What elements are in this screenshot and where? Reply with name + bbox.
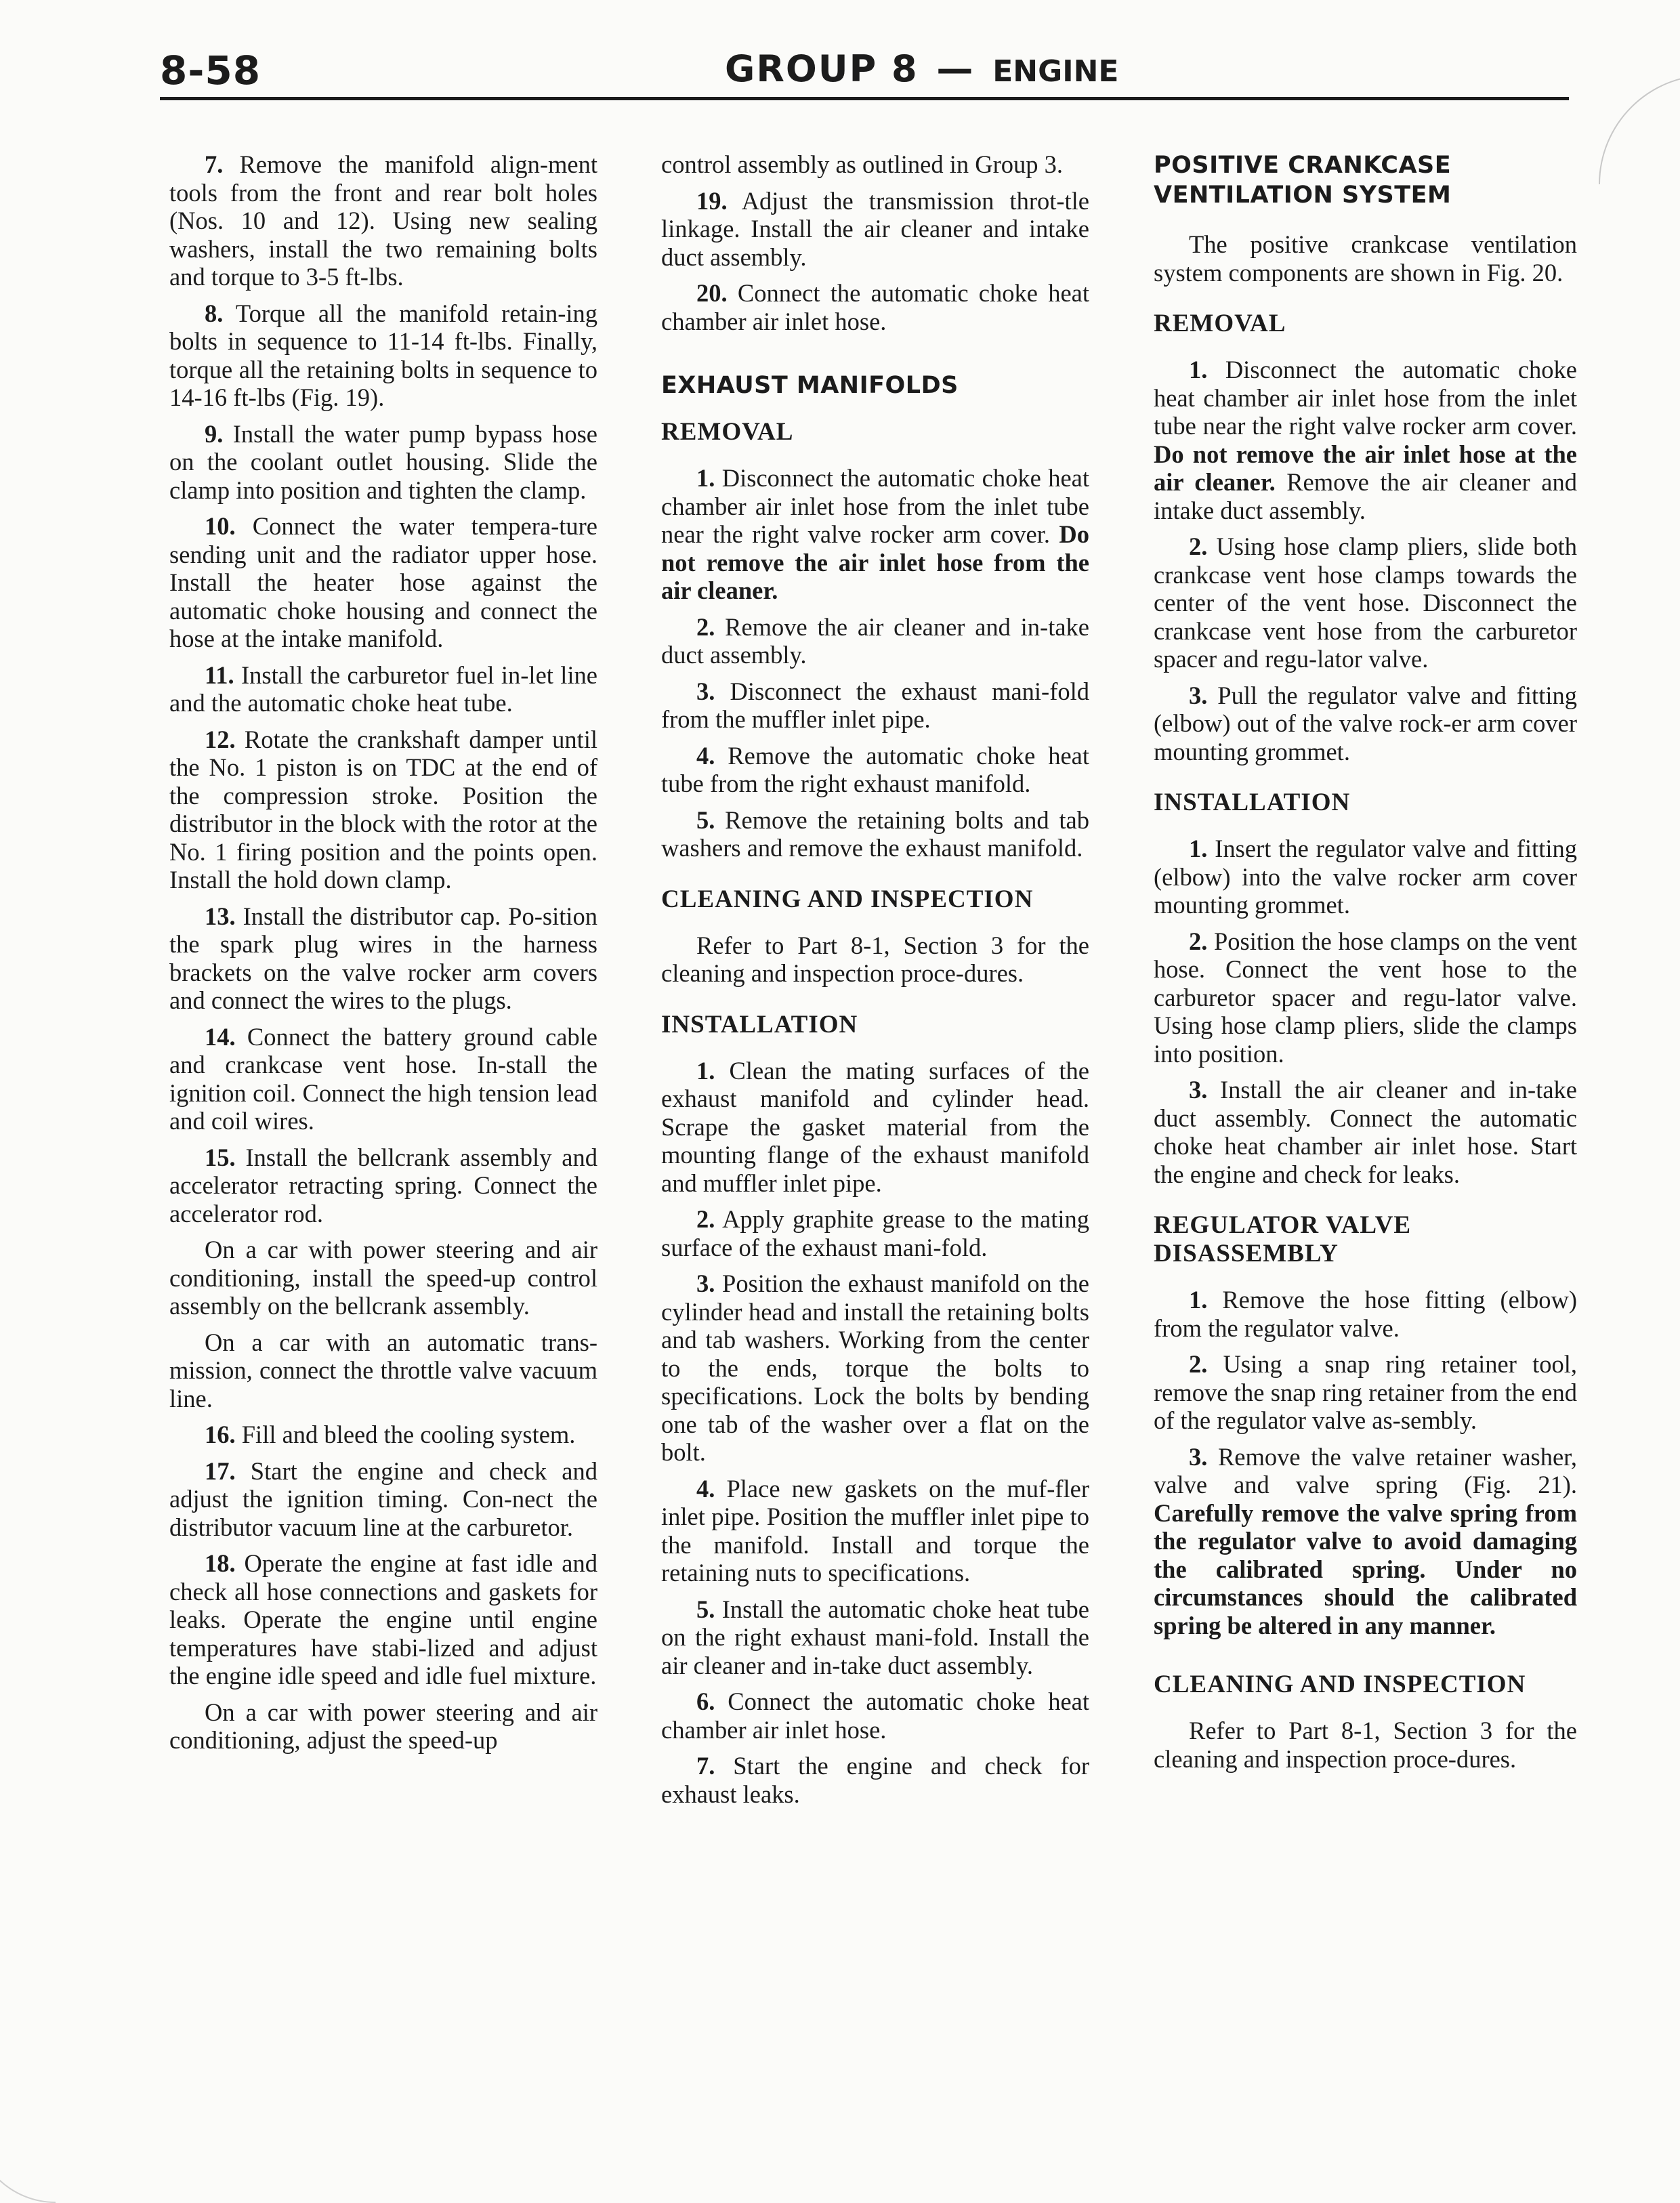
pcv-removal-step-1: 1. Disconnect the automatic choke heat chamber air inlet hose from the inlet tube near the right valve rocker arm cover. Do not remove the air inlet hose at the air cleaner. Remove the air cleaner and intake duct assembly. (1154, 356, 1577, 524)
exhaust-install-step-4: 4. Place new gaskets on the muf-fler inlet pipe. Position the muffler inlet pipe to the manifold. Install and torque the retaining nuts to specifications. (661, 1474, 1089, 1587)
exhaust-removal-step-4: 4. Remove the automatic choke heat tube from the right exhaust manifold. (661, 741, 1089, 797)
running-head (725, 47, 1118, 90)
heading-pcv-installation: INSTALLATION (1154, 789, 1351, 816)
step-12: 12. Rotate the crankshaft damper until the No. 1 piston is on TDC at the end of the compression stroke. Position the distributor in the block with the rotor at the No. 1 firing position and the points open. Install the hold down clamp. (169, 725, 597, 894)
continued-text: control assembly as outlined in Group 3. (661, 150, 1064, 178)
pcv-intro-text: The positive crankcase ventilation system components are shown in Fig. 20. (1154, 230, 1577, 287)
step-13: 13. Install the distributor cap. Po-sition the spark plug wires in the harness brackets on the valve rocker arm covers and connect the wires to the plugs. (169, 902, 597, 1014)
group-title: GROUP 8 (725, 47, 919, 90)
exhaust-install-step-7: 7. Start the engine and check for exhaust leaks. (661, 1752, 1089, 1808)
step-9: 9. Install the water pump bypass hose on the coolant outlet housing. Slide the clamp into position and tighten the clamp. (169, 419, 597, 504)
exhaust-install-step-1: 1. Clean the mating surfaces of the exhaust manifold and cylinder head. Scrape the gasket material from the mounting flange of the exhaust manifold and muffler inlet pipe. (661, 1056, 1089, 1197)
note-speed-up: On a car with power steering and air conditioning, adjust the speed-up (169, 1698, 597, 1754)
column-2 (661, 150, 1089, 1816)
heading-regulator-cleaning-inspection: CLEANING AND INSPECTION (1154, 1671, 1526, 1698)
regulator-step-1: 1. Remove the hose fitting (elbow) from the regulator valve. (1154, 1286, 1577, 1342)
cleaning-text: Refer to Part 8-1, Section 3 for the cleaning and inspection proce-dures. (661, 931, 1089, 987)
step-7: 7. Remove the manifold align-ment tools from the front and rear bolt holes (Nos. 10 and 12). Using new sealing washers, install the two remaining bolts and torque to 3-5 ft-lbs. (169, 150, 597, 291)
heading-installation: INSTALLATION (661, 1010, 858, 1038)
regulator-cleaning-text: Refer to Part 8-1, Section 3 for the cleaning and inspection proce-dures. (1154, 1717, 1577, 1773)
exhaust-removal-step-1: 1. Disconnect the automatic choke heat chamber air inlet hose from the inlet tube near the right valve rocker arm cover. Do not remove the air inlet hose from the air cleaner. (661, 464, 1089, 604)
note-power-steering: On a car with power steering and air conditioning, install the speed-up control assembly on the bellcrank assembly. (169, 1236, 597, 1320)
title-separator: — (936, 47, 975, 90)
exhaust-removal-step-5: 5. Remove the retaining bolts and tab washers and remove the exhaust manifold. (661, 805, 1089, 862)
pcv-install-step-2: 2. Position the hose clamps on the vent hose. Connect the vent hose to the carburetor spacer and regu-lator valve. Using hose clamp pliers, slide the clamps into position. (1154, 927, 1577, 1068)
exhaust-removal-step-3: 3. Disconnect the exhaust mani-fold from the muffler inlet pipe. (661, 677, 1089, 733)
exhaust-install-step-3: 3. Position the exhaust manifold on the cylinder head and install the retaining bolts and tab washers. Working from the center to the ends, torque the bolts to specifications. Lock the bolts by bending one tab of the washer over a flat on the bolt. (661, 1270, 1089, 1466)
page-corner-mark (1599, 75, 1680, 184)
step-20: 20. Connect the automatic choke heat chamber air inlet hose. (661, 279, 1089, 335)
regulator-step-3: 3. Remove the valve retainer washer, valve and valve spring (Fig. 21). Carefully remove the valve spring from the regulator valve to avoid damaging the calibrated spring. Under no circumstances should the calibrated spring be altered in any manner. (1154, 1442, 1577, 1639)
pcv-install-step-1: 1. Insert the regulator valve and fitting (elbow) into the valve rocker arm cover mounting grommet. (1154, 835, 1577, 919)
step-8: 8. Torque all the manifold retain-ing bolts in sequence to 11-14 ft-lbs. Finally, torque all the retaining bolts in sequence to 14-16 ft-lbs (Fig. 19). (169, 299, 597, 411)
pcv-removal-step-3: 3. Pull the regulator valve and fitting (elbow) out of the valve rock-er arm cover mounting grommet. (1154, 681, 1577, 765)
exhaust-install-step-2: 2. Apply graphite grease to the mating surface of the exhaust mani-fold. (661, 1205, 1089, 1261)
heading-pcv-removal: REMOVAL (1154, 310, 1286, 337)
heading-positive-crankcase-ventilation: POSITIVE CRANKCASE VENTILATION SYSTEM (1154, 152, 1452, 209)
step-18: 18. Operate the engine at fast idle and check all hose connections and gaskets for leaks. Operate the engine until engine temperatures have stabi-lized and adjust the engine idle speed and idle fuel mixture. (169, 1549, 597, 1690)
page-number: 8-58 (160, 47, 261, 93)
page-corner-mark-bottom (0, 2120, 56, 2203)
step-11: 11. Install the carburetor fuel in-let line and the automatic choke heat tube. (169, 660, 597, 717)
note-automatic-transmission: On a car with an automatic trans-mission, connect the throttle valve vacuum line. (169, 1328, 597, 1412)
step-19: 19. Adjust the transmission throt-tle linkage. Install the air cleaner and intake duct assembly. (661, 186, 1089, 271)
exhaust-install-step-6: 6. Connect the automatic choke heat chamber air inlet hose. (661, 1687, 1089, 1744)
step-16: 16. Fill and bleed the cooling system. (205, 1421, 576, 1448)
exhaust-removal-step-2: 2. Remove the air cleaner and in-take duct assembly. (661, 612, 1089, 669)
exhaust-install-step-5: 5. Install the automatic choke heat tube on the right exhaust mani-fold. Install the air cleaner and in-take duct assembly. (661, 1595, 1089, 1679)
section-title: ENGINE (992, 54, 1119, 89)
column-1 (169, 150, 597, 1763)
step-10: 10. Connect the water tempera-ture sending unit and the radiator upper hose. Install the heater hose against the automatic choke housing and connect the hose at the intake manifold. (169, 512, 597, 652)
header-rule (160, 97, 1569, 100)
regulator-step-2: 2. Using a snap ring retainer tool, remove the snap ring retainer from the end of the regulator valve as-sembly. (1154, 1350, 1577, 1434)
step-17: 17. Start the engine and check and adjust the ignition timing. Con-nect the distributor vacuum line at the carburetor. (169, 1456, 597, 1541)
column-3 (1154, 150, 1577, 1781)
heading-regulator-valve-disassembly: REGULATOR VALVE DISASSEMBLY (1154, 1211, 1411, 1267)
step-15: 15. Install the bellcrank assembly and accelerator retracting spring. Connect the accelerator rod. (169, 1143, 597, 1228)
heading-cleaning-inspection: CLEANING AND INSPECTION (661, 885, 1034, 913)
step-14: 14. Connect the battery ground cable and crankcase vent hose. In-stall the ignition coil. Connect the high tension lead and coil wires. (169, 1022, 597, 1135)
heading-exhaust-manifolds: EXHAUST MANIFOLDS (661, 372, 959, 399)
heading-removal: REMOVAL (661, 418, 794, 446)
pcv-removal-step-2: 2. Using hose clamp pliers, slide both crankcase vent hose clamps towards the center of the vent hose. Disconnect the crankcase vent hose from the carburetor spacer and regu-lator valve. (1154, 532, 1577, 673)
pcv-install-step-3: 3. Install the air cleaner and in-take duct assembly. Connect the automatic choke heat chamber air inlet hose. Start the engine and check for leaks. (1154, 1076, 1577, 1188)
